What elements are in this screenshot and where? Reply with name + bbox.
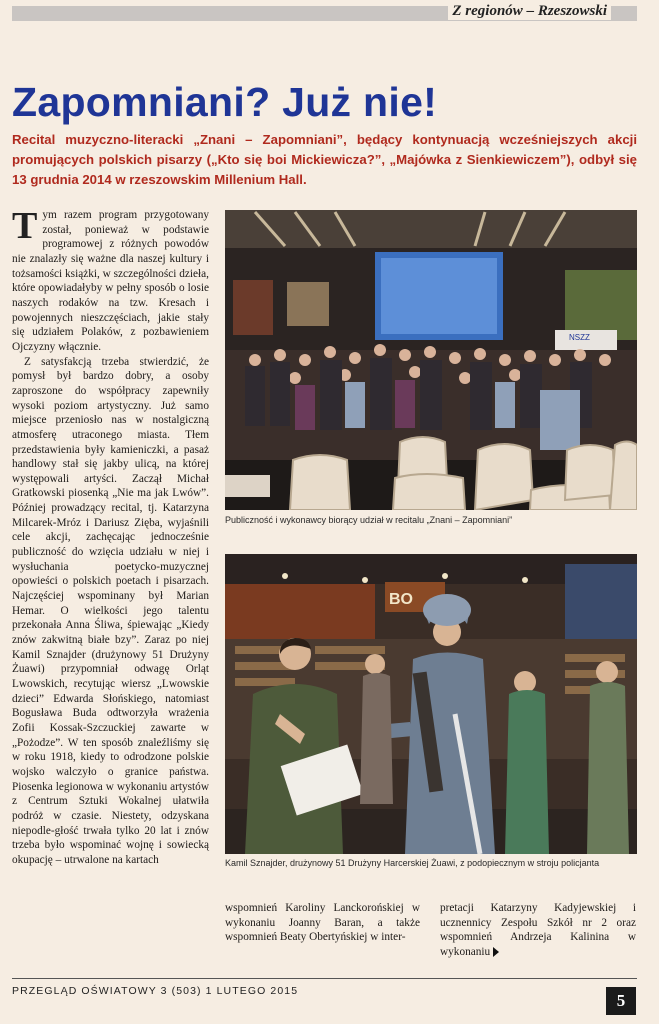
continue-arrow-icon: [493, 947, 499, 957]
section-bar: [12, 3, 637, 21]
photo2-store-sign: BO: [389, 591, 413, 608]
paragraph-body: Z satysfakcją trzeba stwierdzić, że pomysł był bardzo dobry, a osoby zaproszone do współpracy zapewniły wysoki poziom artystyczny. Już samo miejsce przeniosło nas w nostalgiczną atmosferę utraconego miasta. Tłem przedstawienia były kamieniczki, a pasaż handlowy stał się jakby ulicą, na której występowali artyści. Zaczął Michał Gratkowski piosenką „Nie ma jak Lwów”. Później prowadzący recital, tj. Katarzyna Milcarek-Mróz i Dariusz Zięba, wyjaśnili cele akcji, zachęcając jednocześnie publiczność do wzięcia udziału w niej i wysłuchania poetycko-muzycznej opowieści o polskich poetach i pisarzach. Najczęściej wspominany był Marian Hemar. O wielkości jego talentu przekonała Anna Śliwa, śpiewając „Kiedy znów zakwitną białe bzy”. Zaraz po niej Kamil Sznajder (drużynowy 51 Drużyny Żuawi) przypomniał odwagę Orląt Lwowskich, recytując wiersz „Lwowskie dzieci” Edwarda Słońskiego, natomiast Bogusława Buda odtworzyła wrażenia Zofii Kossak-Szczuckiej zawarte w „Pożodze”. W ten sposób znaleźliśmy się w roku 1918, kiedy to odrodzone polskie wojsko walczyło o granice państwa. Piosenka legionowa w wykonaniu artystów z Centrum Sztuki Wokalnej ułatwiła podróż w czasie. Niestety, odzyskana niepodle-głość trwała tylko 20 lat i znów trzeba było wspominać wojnę i sowiecką okupację – utrwalone na kartach: [12, 355, 209, 866]
paragraph-intro: [12, 205, 210, 355]
article-lead: Recital muzyczno-literacki „Znani – Zapomniani”, będący kontynuacją wcześniejszych akcji promujących polskich pisarzy („Kto się boi Mickiewicza?”, „Majówka z Sienkiewiczem”), odbył się 13 grudnia 2014 w rzeszowskim Millenium Hall.: [12, 132, 637, 187]
column-3-paragraph: [440, 901, 636, 960]
photo-audience-caption: Publiczność i wykonawcy biorący udział w recitalu „Znani – Zapomniani”: [225, 515, 513, 525]
article-column-2: [225, 901, 420, 945]
section-label: Z regionów – Rzeszowski: [448, 3, 611, 20]
column-2-text: wspomnień Karoliny Lanckorońskiej w wykonaniu Joanny Baran, a także wspomnień Beaty Obertyńskiej w inter-: [225, 902, 420, 944]
photo-performers: [225, 554, 637, 854]
page-number: 5: [606, 987, 636, 1015]
footer-rule: [12, 978, 637, 979]
photo-performers-caption: Kamil Sznajder, drużynowy 51 Drużyny Harcerskiej Żuawi, z podopiecznym w stroju policjanta: [225, 858, 600, 868]
photo1-banner-text: NSZZ: [569, 333, 590, 342]
article-column-3: [440, 901, 636, 960]
paragraph-intro-text: ym razem program przygotowany został, ponieważ w podstawie programowej z różnych powodów nie znalazły się ważne dla naszej kultury i tożsamości książki, w szczególności dzieła, które opowiadałyby w pełny sposób o losie naszych rodaków na tzw. Kresach i powojennych nieszczęściach, jakie stały się udziałem Polaków, z pozbawieniem Ojczyzny włącznie.: [12, 209, 210, 353]
article-column-1: [12, 205, 210, 868]
photo-audience: [225, 210, 637, 510]
column-3-text: pretacji Katarzyny Kadyjewskiej i ucznennicy Zespołu Szkół nr 2 oraz wspomnień Andrzeja Kalinina w wykonaniu: [440, 902, 636, 958]
article-headline: Zapomniani? Już nie!: [12, 79, 438, 126]
footer-magazine: PRZEGLĄD OŚWIATOWY 3 (503) 1 LUTEGO 2015: [12, 985, 299, 997]
drop-cap: T: [12, 205, 38, 247]
